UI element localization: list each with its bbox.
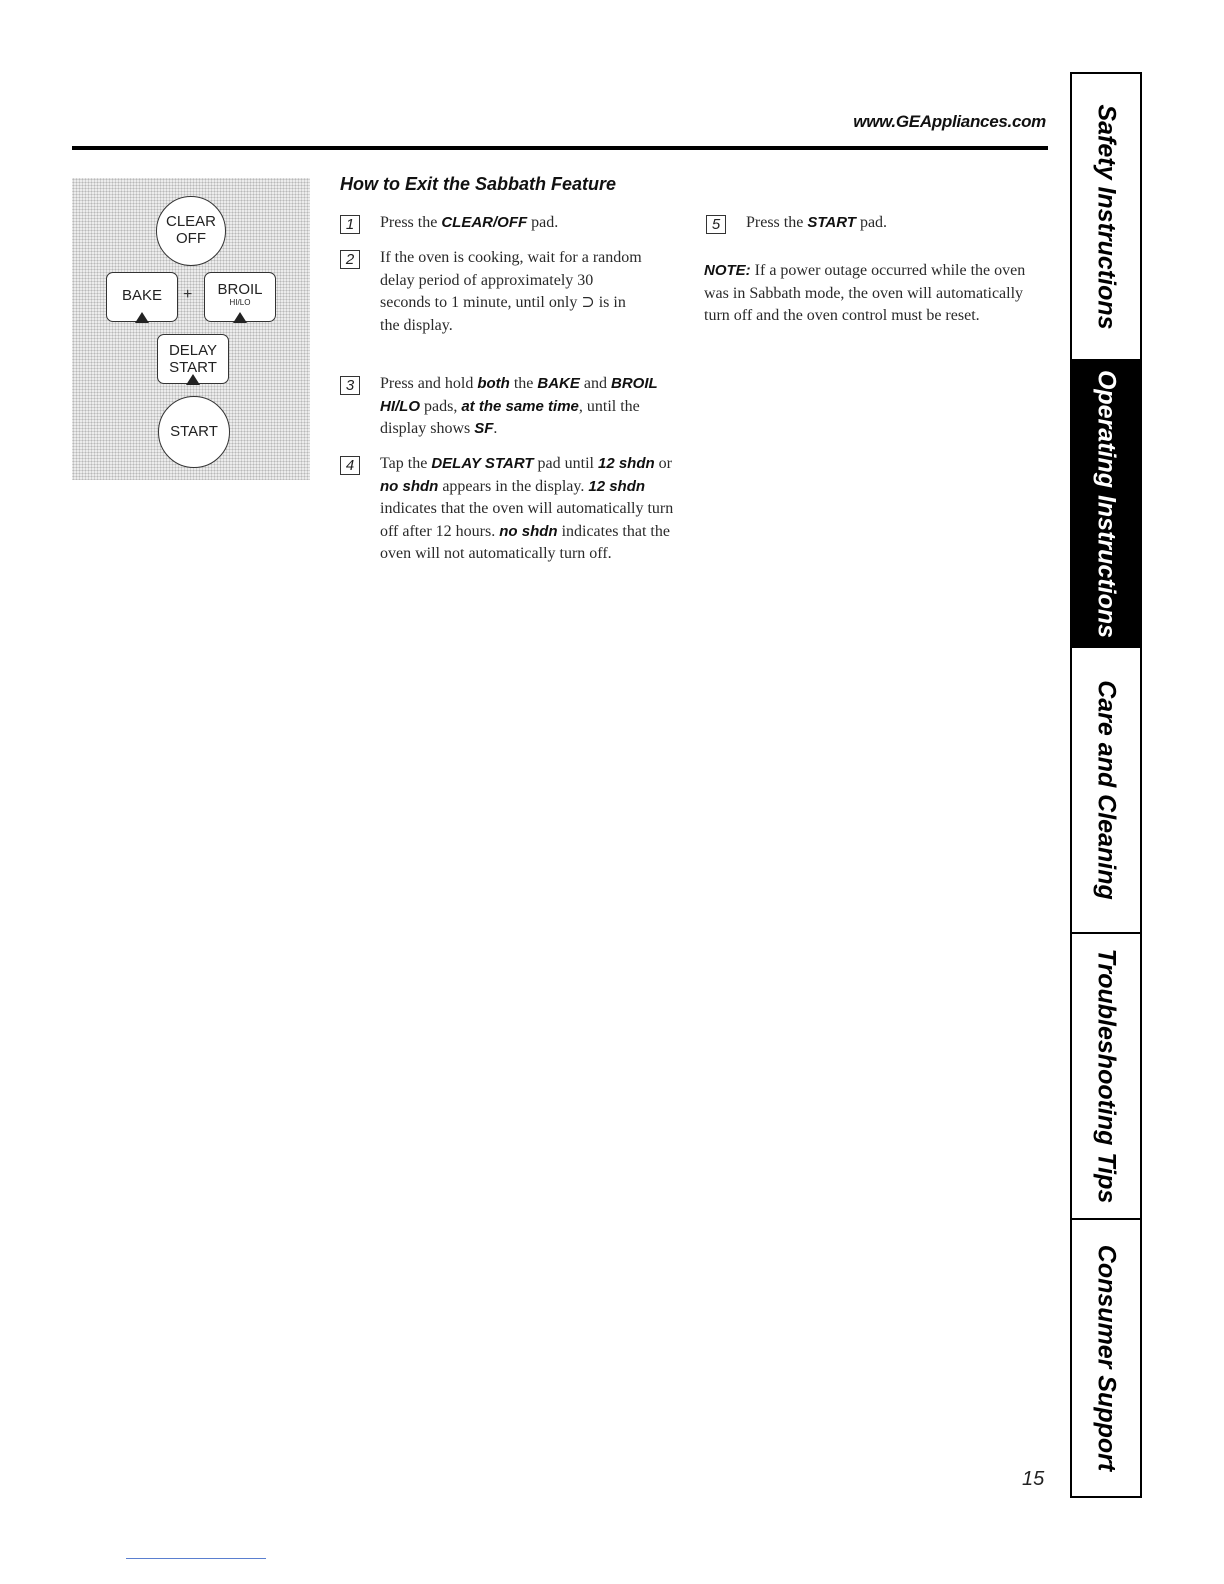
broil-arrow-icon: [233, 312, 247, 323]
step-text: Press the CLEAR/OFF pad.: [380, 214, 559, 231]
note-paragraph: [704, 260, 1044, 328]
start-label: START: [170, 423, 218, 440]
page-number: 15: [1022, 1468, 1045, 1490]
website-url: www.GEAppliances.com: [853, 112, 1046, 131]
plus-sign: +: [183, 286, 193, 303]
clear-label: CLEAR: [165, 213, 217, 230]
broil-hilo-label: HI/LO: [229, 298, 251, 307]
tab-operating-instructions[interactable]: Operating Instructions: [1072, 361, 1140, 648]
note-label: NOTE:: [704, 262, 751, 279]
section-tabs: [1070, 72, 1142, 1498]
delay-start-arrow-icon: [186, 374, 200, 385]
footer-line: [126, 1558, 266, 1559]
off-label: OFF: [176, 230, 206, 247]
delay-label: DELAY: [168, 342, 218, 359]
tab-consumer-support[interactable]: Consumer Support: [1092, 1244, 1121, 1472]
broil-label: BROIL: [217, 281, 263, 298]
step-text: Press the START pad.: [746, 214, 888, 231]
step-text: Press and hold both the BAKE and BROIL HI/LO pads, at the same time, until the display shows SF.: [380, 375, 658, 437]
step-number: 2: [340, 250, 360, 269]
section-title: How to Exit the Sabbath Feature: [340, 174, 617, 194]
tab-troubleshooting-tips[interactable]: Troubleshooting Tips: [1072, 934, 1140, 1220]
step-text: Tap the DELAY START pad until 12 shdn or no shdn appears in the display. 12 shdn indicates that the oven will automatically turn off after 12 hours. no shdn indicates that the oven will not automatically turn off.: [380, 455, 674, 562]
step-number: 3: [340, 376, 360, 395]
step-text: If the oven is cooking, wait for a random delay period of approximately 30 seconds to 1 minute, until only ⊃ is in the display.: [380, 249, 642, 334]
step-number: 5: [706, 215, 726, 234]
note-text: If a power outage occurred while the oven was in Sabbath mode, the oven will automatically turn off and the oven control must be reset.: [704, 262, 1026, 324]
step-number: 1: [340, 215, 360, 234]
keypad-illustration: [72, 178, 310, 480]
header-rule: [72, 146, 1048, 150]
delay-start-label: START: [169, 359, 217, 376]
tab-safety-instructions[interactable]: Safety Instructions: [1072, 74, 1140, 361]
bake-arrow-icon: [135, 312, 149, 323]
tab-care-and-cleaning[interactable]: Care and Cleaning: [1072, 648, 1140, 934]
clear-off-pad: [156, 196, 226, 266]
bake-label: BAKE: [121, 287, 163, 304]
step-number: 4: [340, 456, 360, 475]
start-pad: [158, 396, 230, 468]
